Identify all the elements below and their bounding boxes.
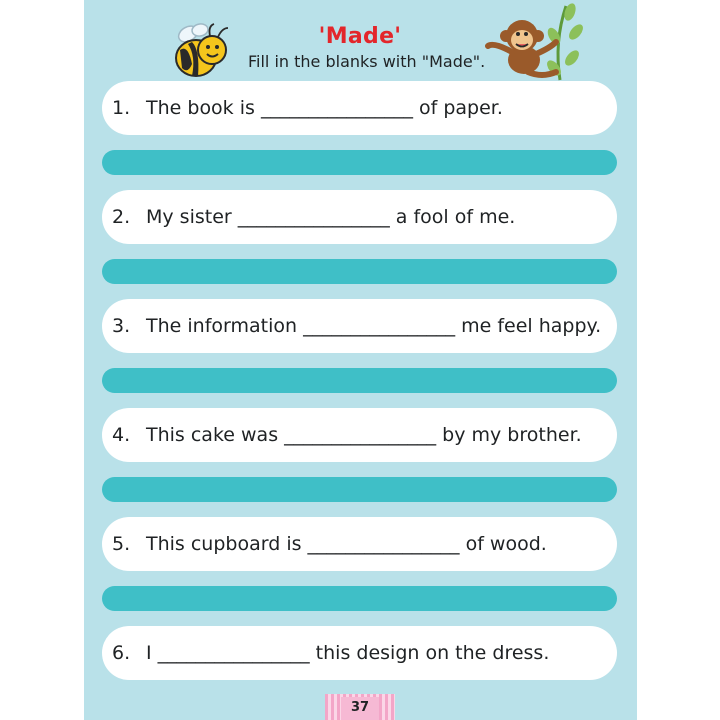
- question-row: [102, 408, 617, 462]
- question-text: The book is ________________ of paper.: [146, 97, 503, 119]
- question-number: 1.: [112, 97, 131, 119]
- question-row: [102, 81, 617, 135]
- answer-line: [102, 368, 617, 393]
- question-text: My sister ________________ a fool of me.: [146, 206, 516, 228]
- question-row: [102, 517, 617, 571]
- answer-line: [102, 259, 617, 284]
- answer-line: [102, 586, 617, 611]
- page-number-tab: [325, 694, 395, 720]
- question-row: [102, 299, 617, 353]
- question-row: [102, 626, 617, 680]
- question-number: 5.: [112, 533, 131, 555]
- question-number: 2.: [112, 206, 131, 228]
- question-text: This cake was ________________ by my brother.: [146, 424, 582, 446]
- question-text: I ________________ this design on the dress.: [146, 642, 550, 664]
- question-number: 6.: [112, 642, 131, 664]
- question-number: 3.: [112, 315, 131, 337]
- question-text: The information ________________ me feel happy.: [146, 315, 602, 337]
- question-number: 4.: [112, 424, 131, 446]
- answer-line: [102, 150, 617, 175]
- page-number: 37: [341, 697, 379, 720]
- answer-line: [102, 477, 617, 502]
- question-text: This cupboard is ________________ of wood.: [146, 533, 547, 555]
- worksheet-instruction: Fill in the blanks with "Made".: [248, 52, 486, 71]
- question-row: [102, 190, 617, 244]
- worksheet-title: 'Made': [318, 24, 402, 49]
